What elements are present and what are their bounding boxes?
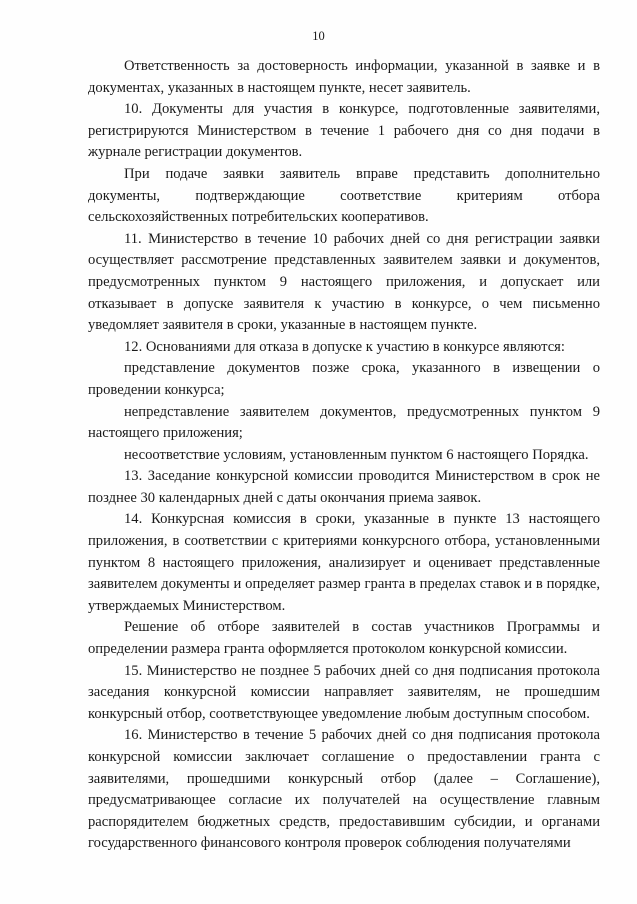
paragraph-decision: Решение об отборе заявителей в состав участников Программы и определении размера гранта оформляется протоколом конкурсной комиссии. bbox=[88, 619, 600, 658]
paragraph-additional-documents: При подаче заявки заявитель вправе представить дополнительно документы, подтверждающие соответствие критериям отбора сельскохозяйственных потребительских кооперативов. bbox=[88, 165, 600, 226]
paragraph-10: 10. Документы для участия в конкурсе, подготовленные заявителями, регистрируются Министерством в течение 1 рабочего дня со дня подачи в журнале регистрации документов. bbox=[88, 101, 600, 161]
paragraph-12-reason-mismatch: несоответствие условиям, установленным пунктом 6 настоящего Порядка. bbox=[124, 446, 589, 463]
paragraph-12-reason-late: представление документов позже срока, указанного в извещении о проведении конкурса; bbox=[88, 360, 600, 398]
paragraph-12-reason-missing: непредставление заявителем документов, предусмотренных пунктом 9 настоящего приложения; bbox=[88, 403, 600, 442]
paragraph-13: 13. Заседание конкурсной комиссии проводится Министерством в срок не позднее 30 календарных дней с даты окончания приема заявок. bbox=[88, 468, 600, 506]
page-number: 10 bbox=[312, 29, 325, 43]
document-body bbox=[88, 56, 600, 855]
paragraph-15: 15. Министерство не позднее 5 рабочих дней со дня подписания протокола заседания конкурсной комиссии направляет заявителям, не прошедшим конкурсный отбор, соответствующее уведомление любым доступным способом. bbox=[88, 662, 600, 722]
paragraph-responsibility: Ответственность за достоверность информации, указанной в заявке и в документах, указанных в настоящем пункте, несет заявитель. bbox=[88, 58, 600, 96]
paragraph-11: 11. Министерство в течение 10 рабочих дней со дня регистрации заявки осуществляет рассмотрение представленных заявителем заявки и документов, предусмотренных пунктом 9 настоящего приложения, и допускает или отказывает в допуске заявителя к участию в конкурсе, о чем письменно уведомляет заявителя в сроки, указанные в настоящем пункте. bbox=[88, 230, 600, 334]
paragraph-14: 14. Конкурсная комиссия в сроки, указанные в пункте 13 настоящего приложения, в соответствии с критериями конкурсного отбора, установленными пунктом 8 настоящего приложения, анализирует и оценивает представленные заявителем документы и определяет размер гранта в пределах ставок и в порядке, утверждаемых Министерством. bbox=[88, 511, 600, 614]
paragraph-12: 12. Основаниями для отказа в допуске к участию в конкурсе являются: bbox=[124, 338, 565, 355]
paragraph-16: 16. Министерство в течение 5 рабочих дней со дня подписания протокола конкурсной комиссии заключает соглашение о предоставлении гранта с заявителями, прошедшими конкурсный отбор (далее – Соглашение), предусматривающее согласие их получателей на осуществление главным распорядителем бюджетных средств, предоставившим субсидии, и органами государственного финансового контроля проверок соблюдения получателями bbox=[88, 727, 600, 852]
